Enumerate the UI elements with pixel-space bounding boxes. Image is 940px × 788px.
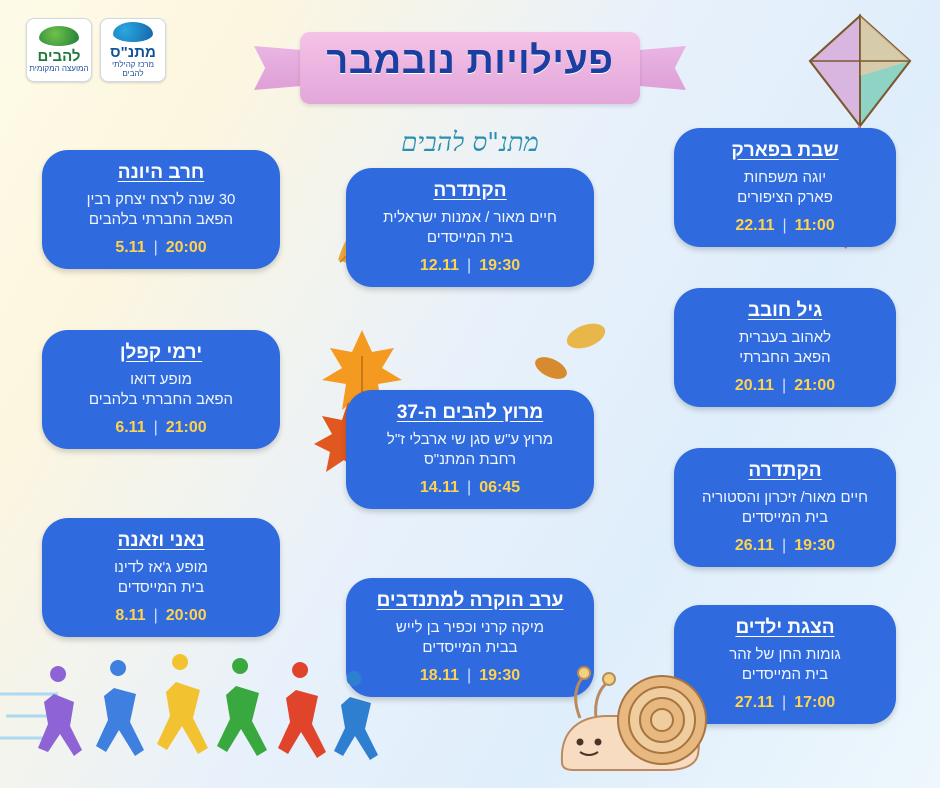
event-when [360,257,580,275]
event-when [360,479,580,497]
event-card-katedra-november-12[interactable] [346,168,594,287]
event-line-2: פארק הציפורים [737,189,833,207]
event-time: 19:30 [479,256,521,274]
event-date: 8.11 [115,606,146,624]
event-card-gil[interactable] [674,288,896,407]
council-logo-title: להבים [37,48,81,66]
matnas-emblem-icon [113,22,153,42]
event-when [56,419,266,437]
event-date: 18.11 [419,666,460,684]
event-time: 11:00 [794,216,835,234]
event-date: 14.11 [419,478,460,496]
page-subtitle: מתנ"ס להבים [401,128,539,158]
event-separator: | [467,666,472,684]
event-separator: | [782,536,787,554]
event-when [56,607,266,625]
event-line-1: מרוץ ע"ש סגן שי ארבלי ז"ל [386,431,554,448]
event-line-2: בית המייסדים [741,509,829,527]
event-date: 5.11 [115,238,146,256]
event-time: 06:45 [479,478,521,496]
event-separator: | [153,238,158,256]
event-separator: | [782,693,787,711]
event-line-2: רחבת המתנ"ס [423,451,517,469]
event-line-2: הפאב החברתי בלהבים [88,391,234,409]
event-time: 17:00 [794,693,836,711]
title-banner [260,24,680,158]
event-title: הקתדרה [433,180,507,201]
event-date: 27.11 [734,693,775,711]
event-separator: | [782,216,787,234]
event-line-2: הפאב החברתי [739,349,831,367]
event-line-1: גומות החן של זהר [729,646,841,663]
event-line-1: 30 שנה לרצח יצחק רבין [86,191,236,208]
council-logo-sub: המועצה המקומית [29,64,89,74]
event-title: שבת בפארק [731,140,839,161]
event-line-2: בית המייסדים [426,229,514,247]
event-line-2: בית המייסדים [741,666,829,684]
lehavim-council-logo [26,18,92,82]
event-title: ערב הוקרה למתנדבים [376,590,564,611]
event-when [56,239,266,257]
matnas-logo [100,18,166,82]
event-separator: | [153,606,158,624]
logo-group [26,18,166,82]
event-line-1: מופע ג'אז לדינו [114,559,208,576]
event-separator: | [153,418,158,436]
event-line-1: חיים מאור / אמנות ישראלית [383,209,557,226]
event-line-1: חיים מאור/ זיכרון והסטוריה [701,489,868,506]
event-time: 21:00 [165,418,207,436]
event-title: נאני וזאנה [117,530,205,551]
event-date: 12.11 [419,256,460,274]
event-card-lehavim-race[interactable] [346,390,594,509]
autumn-leaf-icon [532,350,572,386]
event-line-1: מיקה קרני וכפיר בן לייש [395,619,545,636]
event-when [688,537,882,555]
event-title: מרוץ להבים ה-37 [396,402,544,423]
event-title: הצגת ילדים [735,617,835,638]
page-title: פעילויות נובמבר [326,40,614,82]
event-title: ירמי קפלן [119,342,203,363]
event-when [688,377,882,395]
event-card-katedra-november-26[interactable] [674,448,896,567]
event-line-1: לאהוב בעברית [738,329,832,346]
event-line-1: יוגה משפחות [743,169,827,186]
event-date: 20.11 [734,376,775,394]
event-when [688,217,882,235]
event-line-2: הפאב החברתי בלהבים [88,211,234,229]
matnas-logo-title: מתנ"ס [110,43,156,61]
event-time: 20:00 [165,606,207,624]
snail-icon [550,658,720,778]
event-when [360,667,580,685]
event-line-1: מופע דואו [130,371,192,388]
event-card-shabat[interactable] [674,128,896,247]
event-time: 20:00 [165,238,207,256]
event-date: 26.11 [734,536,775,554]
event-time: 19:30 [794,536,836,554]
event-card-nani-vezana[interactable] [42,518,280,637]
event-separator: | [467,256,472,274]
event-line-2: בית המייסדים [117,579,205,597]
event-separator: | [782,376,787,394]
event-time: 21:00 [794,376,836,394]
event-title: הקתדרה [748,460,822,481]
event-date: 6.11 [115,418,146,436]
event-time: 19:30 [479,666,521,684]
matnas-logo-sub: מרכז קהילתי להבים [111,59,155,78]
runners-icon [0,648,390,788]
event-title: חרב היונה [117,162,205,183]
event-line-2: בבית המייסדים [422,639,518,657]
event-date: 22.11 [735,216,775,234]
event-title: גיל חובב [747,300,823,321]
event-card-yarmi-kaplan[interactable] [42,330,280,449]
event-separator: | [467,478,472,496]
council-emblem-icon [39,26,79,46]
event-card-herev-hayona[interactable] [42,150,280,269]
